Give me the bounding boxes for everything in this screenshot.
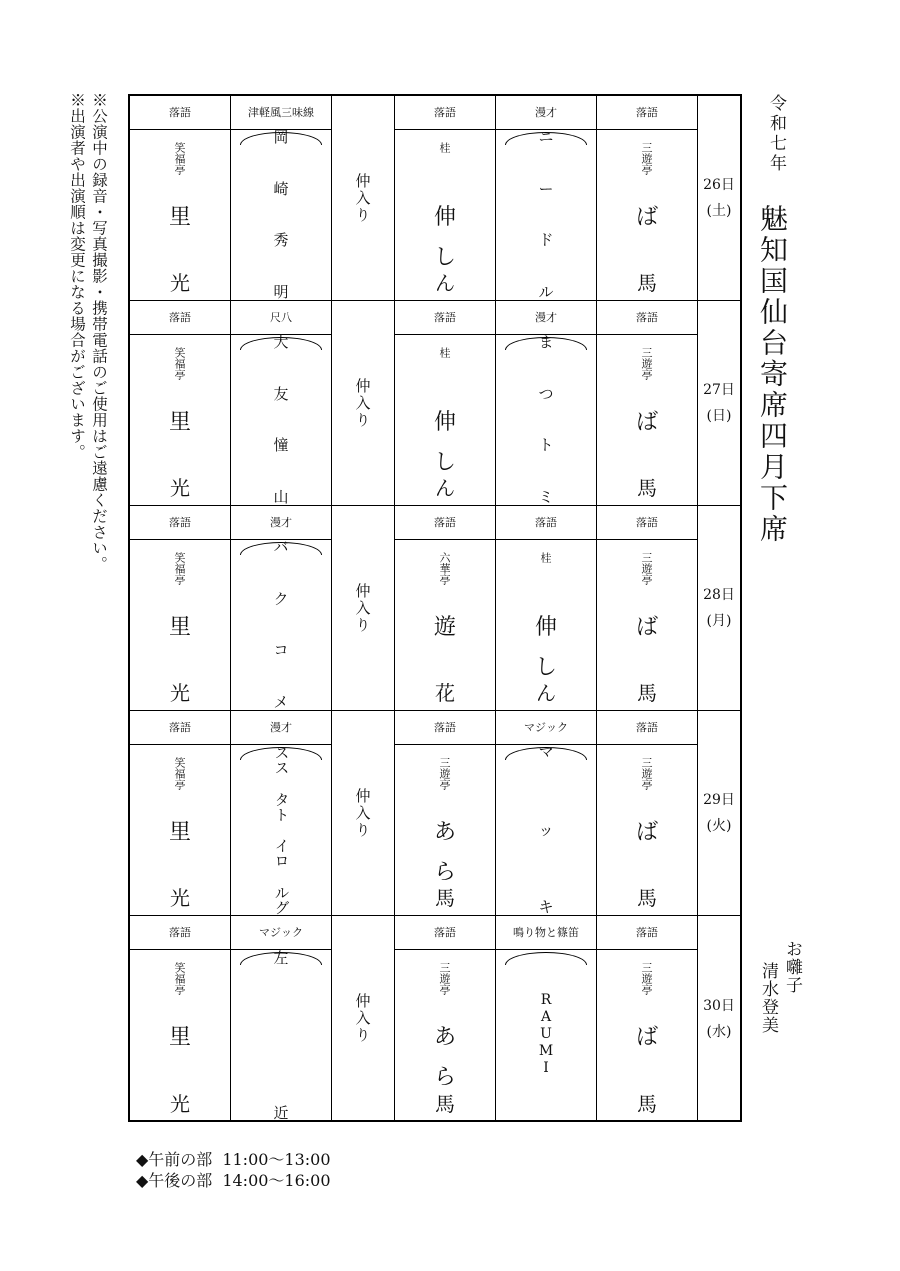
given-name: [632, 608, 662, 648]
tei-name: 三遊亭: [640, 757, 653, 790]
given-name: [165, 608, 195, 648]
genre-label: 落語: [597, 916, 697, 950]
given-char: ば: [635, 205, 658, 230]
note-recording: ※公演中の録音・写真撮影・携帯電話のご使用はご遠慮ください。: [90, 92, 108, 572]
act-cell: [231, 506, 332, 711]
weekday-label: (月): [706, 613, 732, 629]
act-cell: [130, 916, 231, 1121]
name-segment: 明: [273, 282, 289, 301]
performer: [496, 130, 596, 300]
hayashi-name: 清水登美: [758, 962, 778, 1034]
given-name: [165, 813, 195, 853]
name-segment: ミ: [538, 487, 554, 506]
nakairi-cell: [332, 916, 395, 1121]
name-segment: 崎: [273, 179, 289, 198]
rakugoka: [597, 745, 697, 915]
act-cell: [231, 711, 332, 916]
tei-name: 三遊亭: [640, 347, 653, 380]
given-name: [430, 813, 460, 893]
act-cell: [496, 96, 597, 301]
name-segment: ル: [538, 282, 554, 301]
name-segment: バ: [273, 538, 289, 556]
act-cell: [496, 301, 597, 506]
genre-label: 落語: [130, 96, 230, 130]
date-cell: [698, 506, 740, 711]
tei-name: 笑福亭: [173, 962, 186, 995]
session-times: [136, 1149, 341, 1191]
name-letter: R: [540, 992, 552, 1008]
act-cell: [395, 301, 496, 506]
rakugoka: [597, 950, 697, 1121]
name-letter: U: [540, 1026, 552, 1042]
act-cell: [130, 506, 231, 711]
name-segment: 友: [273, 384, 289, 403]
era: 令和七年: [766, 94, 786, 174]
tei-name: 三遊亭: [640, 962, 653, 995]
given-char: 伸: [433, 205, 456, 230]
given-char: あ: [433, 1025, 456, 1050]
act-cell: [597, 96, 698, 301]
date-cell: [698, 96, 740, 301]
performer: [597, 950, 697, 1121]
performer-name: [266, 745, 296, 915]
rakugoka: [597, 130, 697, 300]
date-cell: [698, 916, 740, 1121]
performer: [395, 745, 495, 915]
tei-name: 桂: [438, 347, 451, 358]
nakairi-cell: [332, 96, 395, 301]
given-char: 遊: [433, 615, 456, 640]
performer: [130, 335, 230, 505]
given-name: [165, 198, 195, 238]
performer-name: [531, 335, 561, 505]
act-cell: [496, 711, 597, 916]
given-name: [430, 608, 460, 648]
given-name: [165, 403, 195, 443]
name-segment: ト: [538, 436, 554, 455]
name-segment: 秀: [273, 231, 289, 250]
act-cell: [597, 711, 698, 916]
notes: [66, 92, 110, 732]
family-char: ん: [435, 476, 455, 500]
given-char: あ: [433, 820, 456, 845]
performer: [130, 745, 230, 915]
afternoon-session: ◆午後の部 14:00〜16:00: [136, 1171, 331, 1190]
weekday-label: (土): [706, 203, 732, 219]
genre-label: 漫才: [231, 711, 331, 745]
date-label: 29日: [703, 792, 735, 808]
rakugoka: [395, 540, 495, 710]
rakugoka: [597, 540, 697, 710]
rakugoka: [395, 745, 495, 915]
name-segment: イロ: [272, 838, 291, 869]
family-char: 花: [435, 681, 455, 705]
genre-label: 落語: [130, 916, 230, 950]
rakugoka: [130, 335, 230, 505]
rakugoka: [597, 335, 697, 505]
given-name: [632, 1018, 662, 1058]
given-name: [632, 198, 662, 238]
genre-label: 漫才: [231, 506, 331, 540]
weekday-label: (水): [706, 1023, 732, 1040]
given-name: [165, 1018, 195, 1058]
act-cell: [130, 301, 231, 506]
genre-label: 落語: [597, 711, 697, 745]
performer: [395, 540, 495, 710]
genre-label: 津軽風三味線: [231, 96, 331, 130]
rakugoka: [130, 130, 230, 300]
genre-label: 落語: [395, 301, 495, 335]
act-cell: [231, 301, 332, 506]
name-segment: コ: [273, 641, 289, 660]
name-segment: 岡: [273, 128, 289, 146]
name-segment: 左: [273, 948, 289, 967]
performer: [231, 540, 331, 710]
hayashi-credit: [756, 940, 804, 1034]
genre-label: 落語: [130, 506, 230, 540]
performer-name: [531, 745, 561, 915]
given-char: 里: [168, 615, 191, 640]
act-cell: [395, 711, 496, 916]
family-char: 馬: [637, 886, 657, 910]
name-segment: 憧: [273, 436, 289, 455]
act-cell: [231, 96, 332, 301]
given-char: ら: [433, 1065, 456, 1090]
performer: [130, 540, 230, 710]
genre-label: マジック: [496, 711, 596, 745]
given-char: ば: [635, 410, 658, 435]
rakugoka: [395, 950, 495, 1121]
name-letter: I: [543, 1060, 549, 1076]
morning-session: ◆午前の部 11:00〜13:00: [136, 1150, 331, 1169]
genre-label: 落語: [496, 506, 596, 540]
tei-name: 桂: [539, 552, 552, 563]
genre-label: 落語: [597, 301, 697, 335]
genre-label: 落語: [130, 711, 230, 745]
name-letter: M: [538, 1043, 554, 1059]
act-cell: [496, 506, 597, 711]
rakugoka: [395, 130, 495, 300]
given-name: [632, 403, 662, 443]
given-char: ば: [635, 1025, 658, 1050]
family-char: 光: [170, 476, 190, 500]
schedule-table: [128, 94, 742, 1122]
genre-label: 尺八: [231, 301, 331, 335]
act-cell: [395, 96, 496, 301]
rakugoka: [496, 540, 596, 710]
given-char: し: [534, 655, 557, 680]
name-segment: ニ: [538, 128, 554, 146]
genre-label: 落語: [130, 301, 230, 335]
name-letter: A: [540, 1009, 552, 1025]
nakairi-label: 仲入り: [353, 787, 372, 839]
nakairi-label: 仲入り: [353, 377, 372, 429]
performer: [395, 130, 495, 300]
performer: [130, 950, 230, 1121]
performer: [496, 335, 596, 505]
name-segment: つ: [538, 384, 554, 403]
date-label: 28日: [703, 587, 735, 603]
date-label: 26日: [703, 177, 735, 193]
rakugoka: [130, 745, 230, 915]
family-char: 馬: [637, 681, 657, 705]
genre-label: 落語: [395, 506, 495, 540]
nakairi-cell: [332, 301, 395, 506]
family-char: 馬: [637, 1092, 657, 1116]
tei-name: 笑福亭: [173, 757, 186, 790]
tei-name: 桂: [438, 142, 451, 153]
act-cell: [496, 916, 597, 1121]
nakairi-cell: [332, 506, 395, 711]
family-char: 馬: [435, 1092, 455, 1116]
performer: [231, 950, 331, 1121]
family-char: 光: [170, 1092, 190, 1116]
tei-name: 三遊亭: [640, 142, 653, 175]
family-char: 光: [170, 271, 190, 295]
performer-name: [531, 130, 561, 300]
given-name: [430, 198, 460, 278]
bracket-arc: [505, 952, 587, 965]
name-segment: ク: [273, 589, 289, 608]
rakugoka: [130, 950, 230, 1121]
given-char: 里: [168, 205, 191, 230]
given-char: し: [433, 245, 456, 270]
weekday-label: (日): [706, 408, 732, 424]
act-cell: [395, 916, 496, 1121]
name-segment: ルグ: [272, 884, 291, 915]
genre-label: 落語: [395, 711, 495, 745]
performer: [395, 950, 495, 1121]
performer-name: [266, 335, 296, 505]
date-label: 30日: [703, 997, 735, 1014]
tei-name: 笑福亭: [173, 142, 186, 175]
tei-name: 三遊亭: [438, 757, 451, 790]
given-char: ば: [635, 615, 658, 640]
act-cell: [130, 96, 231, 301]
act-cell: [597, 916, 698, 1121]
family-char: 馬: [637, 476, 657, 500]
note-order-change: ※出演者や出演順は変更になる場合がございます。: [68, 92, 86, 460]
act-cell: [395, 506, 496, 711]
rakugoka: [130, 540, 230, 710]
performer: [496, 540, 596, 710]
performer: [395, 335, 495, 505]
family-char: 光: [170, 681, 190, 705]
family-char: ん: [536, 681, 556, 705]
genre-label: 鳴り物と篠笛: [496, 916, 596, 950]
genre-label: 落語: [395, 96, 495, 130]
family-char: ん: [435, 271, 455, 295]
name-segment: メ: [273, 692, 289, 711]
date-label: 27日: [703, 382, 735, 398]
name-segment: マ: [538, 743, 554, 761]
performer: [231, 130, 331, 300]
name-segment: キ: [538, 898, 554, 916]
rakugoka: [395, 335, 495, 505]
performer: [231, 745, 331, 915]
performer-name: [266, 948, 296, 1122]
performer-name: [266, 130, 296, 300]
tei-name: 六華亭: [438, 552, 451, 585]
given-char: 里: [168, 410, 191, 435]
tei-name: 三遊亭: [640, 552, 653, 585]
tei-name: 笑福亭: [173, 347, 186, 380]
name-segment: 大: [273, 333, 289, 351]
family-char: 光: [170, 886, 190, 910]
performer: [496, 745, 596, 915]
given-char: ば: [635, 820, 658, 845]
hayashi-label: お囃子: [782, 940, 802, 994]
performer-name: [266, 540, 296, 710]
act-cell: [130, 711, 231, 916]
date-cell: [698, 301, 740, 506]
nakairi-label: 仲入り: [353, 582, 372, 634]
performer: [231, 335, 331, 505]
given-name: [531, 608, 561, 688]
nakairi-label: 仲入り: [353, 993, 372, 1044]
genre-label: 漫才: [496, 96, 596, 130]
nakairi-cell: [332, 711, 395, 916]
weekday-label: (火): [706, 818, 732, 834]
performer: [130, 130, 230, 300]
family-char: 馬: [435, 886, 455, 910]
performer: [597, 335, 697, 505]
given-name: [430, 1018, 460, 1098]
genre-label: 落語: [597, 96, 697, 130]
given-char: 伸: [433, 410, 456, 435]
tei-name: 三遊亭: [438, 962, 451, 995]
name-segment: スス: [272, 745, 291, 775]
name-segment: ド: [538, 231, 554, 250]
act-cell: [231, 916, 332, 1121]
name-segment: ッ: [538, 820, 554, 839]
given-char: 伸: [534, 615, 557, 640]
page-title: 魅知国仙台寄席四月下席: [756, 204, 789, 545]
act-cell: [597, 301, 698, 506]
name-segment: ー: [538, 179, 554, 198]
family-char: 馬: [637, 271, 657, 295]
name-segment: 近: [273, 1103, 289, 1122]
given-name: [430, 403, 460, 483]
performer: [597, 540, 697, 710]
given-char: 里: [168, 1025, 191, 1050]
name-segment: 山: [273, 487, 289, 506]
tei-name: 笑福亭: [173, 552, 186, 585]
genre-label: 漫才: [496, 301, 596, 335]
genre-label: 落語: [597, 506, 697, 540]
name-segment: ま: [538, 333, 554, 351]
genre-label: 落語: [395, 916, 495, 950]
given-char: 里: [168, 820, 191, 845]
given-char: し: [433, 450, 456, 475]
given-name: [632, 813, 662, 853]
date-cell: [698, 711, 740, 916]
performer: [597, 745, 697, 915]
given-char: ら: [433, 860, 456, 885]
performer: [496, 950, 596, 1121]
act-cell: [597, 506, 698, 711]
genre-label: マジック: [231, 916, 331, 950]
name-segment: タト: [272, 791, 291, 822]
nakairi-label: 仲入り: [353, 172, 372, 224]
performer-name: [536, 992, 556, 1077]
performer: [597, 130, 697, 300]
